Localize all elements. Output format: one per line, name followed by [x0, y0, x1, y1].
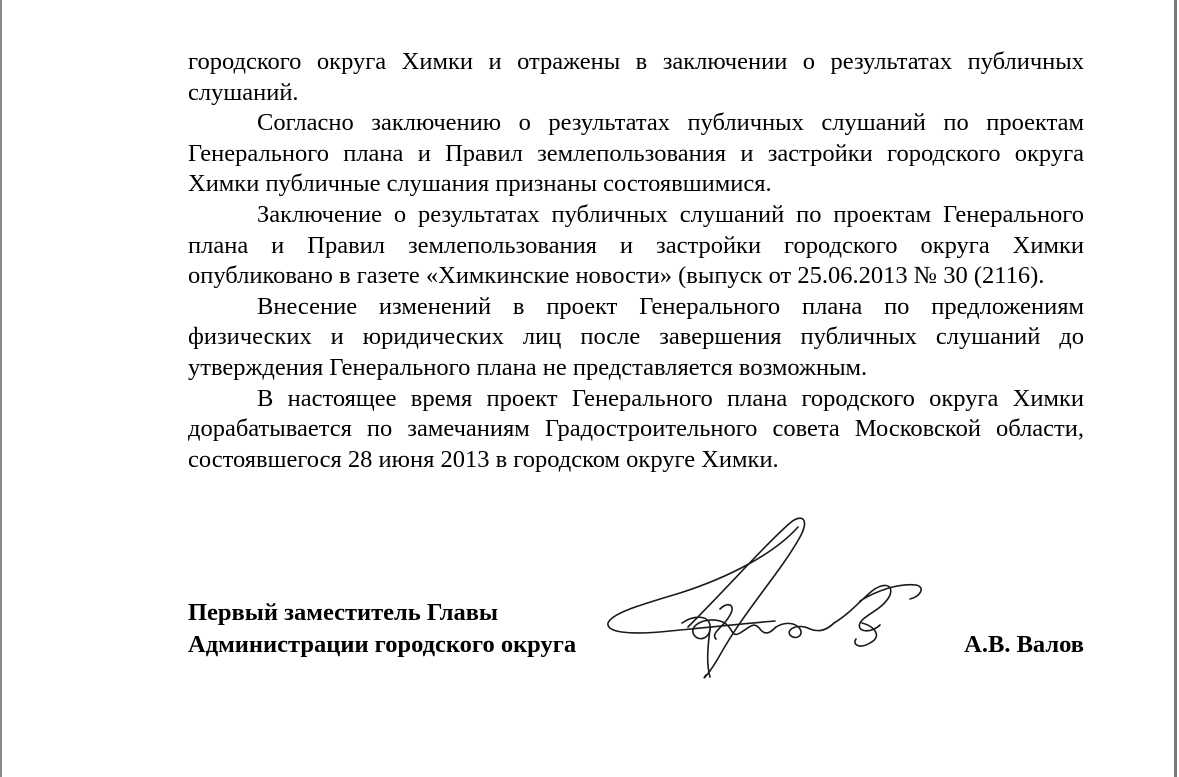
signatory-title-line-1: Первый заместитель Главы: [188, 599, 499, 626]
page-left-edge: [0, 0, 2, 777]
handwritten-signature: [560, 505, 960, 690]
document-body: [188, 47, 1084, 475]
signatory-title-line-2: Администрации городского округа: [188, 631, 577, 658]
paragraph-5: В настоящее время проект Генерального плана городского округа Химки дорабатывается по замечаниям Градостроительного совета Московской области, состоявшегося 28 июня 2013 в городском округе Химки.: [188, 384, 1084, 473]
page-right-edge: [1174, 0, 1177, 777]
paragraph-2: Согласно заключению о результатах публичных слушаний по проектам Генерального плана и Правил землепользования и застройки городского округа Химки публичные слушания признаны состоявшимися.: [188, 109, 1084, 198]
paragraph-3: Заключение о результатах публичных слушаний по проектам Генерального плана и Правил землепользования и застройки городского округа Химки опубликовано в газете «Химкинские новости» (выпуск от 25.06.2013 № 30 (2116).: [188, 200, 1084, 290]
paragraph-4: Внесение изменений в проект Генерального плана по предложениям физических и юридических лиц после завершения публичных слушаний до утверждения Генерального плана не представляется возможным.: [188, 292, 1084, 381]
signatory-name: А.В. Валов: [964, 631, 1084, 658]
signatory-title: [188, 597, 576, 661]
paragraph-1: городского округа Химки и отражены в заключении о результатах публичных слушаний.: [188, 48, 1084, 106]
